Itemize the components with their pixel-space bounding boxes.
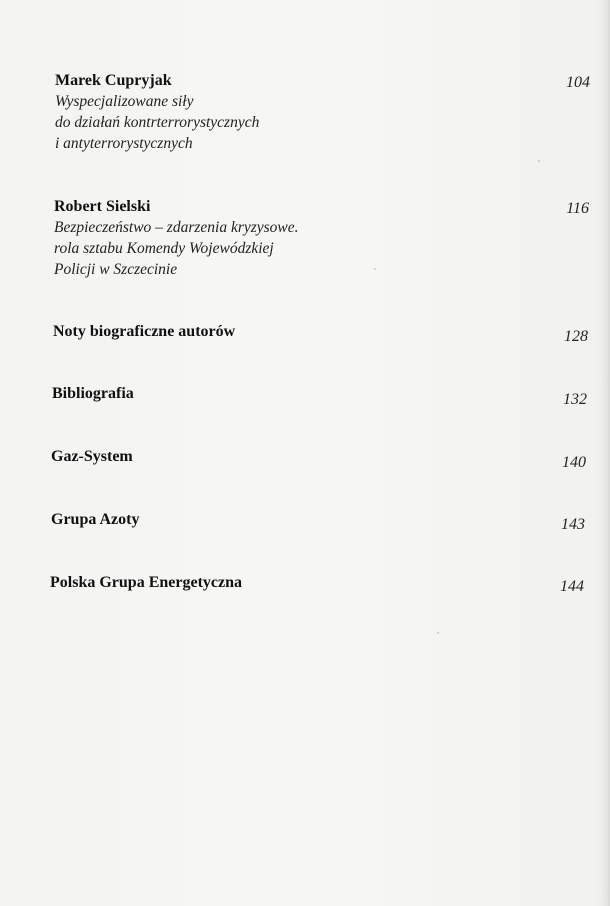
entry-author: Marek Cupryjak [55, 72, 172, 89]
entry-title-line: i antyterrorystycznych [55, 135, 193, 152]
entry-page-number: 104 [566, 74, 590, 91]
section-title: Noty biograficzne autorów [53, 323, 236, 340]
entry-page-number: 116 [566, 200, 589, 217]
entry-title-line: do działań kontrterrorystycznych [55, 114, 260, 131]
section-title: Polska Grupa Energetyczna [50, 574, 242, 591]
paper-speck [437, 632, 439, 634]
section-title: Gaz-System [51, 448, 133, 465]
section-page-number: 132 [563, 391, 587, 408]
entry-title-line: Policji w Szczecinie [54, 261, 178, 278]
entry-title-line: Wyspecjalizowane siły [55, 93, 194, 110]
section-title: Bibliografia [52, 385, 134, 402]
entry-title-line: rola sztabu Komendy Wojewódzkiej [54, 240, 274, 257]
paper-speck [374, 268, 376, 270]
paper-speck [538, 160, 540, 162]
section-page-number: 128 [564, 328, 588, 345]
entry-title-line: Bezpieczeństwo – zdarzenia kryzysowe. [54, 219, 299, 236]
section-title: Grupa Azoty [51, 511, 140, 528]
section-page-number: 144 [560, 578, 584, 595]
section-page-number: 140 [562, 454, 586, 471]
page-edge-shadow [598, 0, 610, 906]
section-page-number: 143 [561, 516, 585, 533]
entry-author: Robert Sielski [54, 198, 151, 215]
